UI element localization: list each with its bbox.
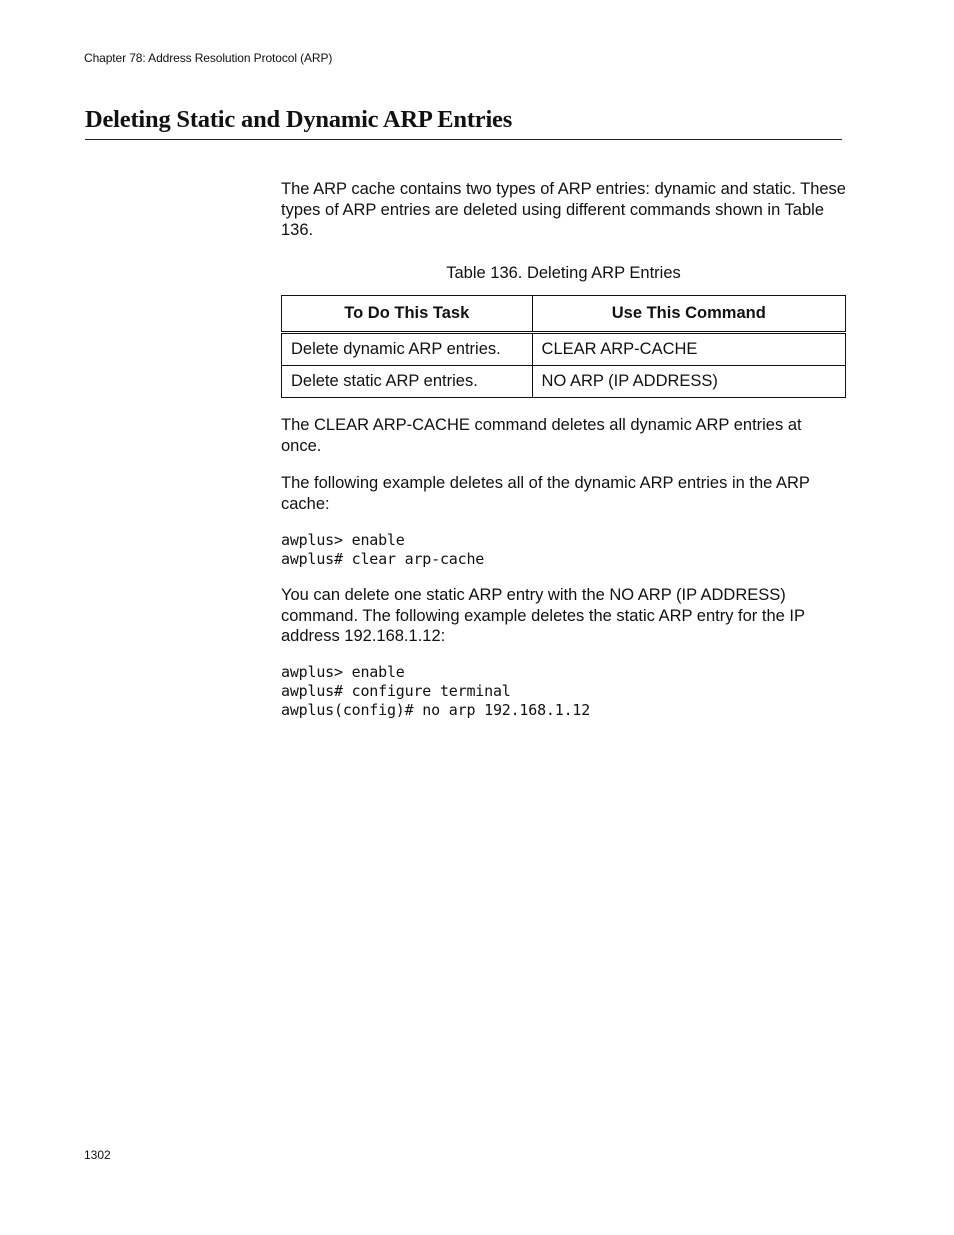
code-line: awplus> enable <box>281 531 405 549</box>
example-dynamic-paragraph-block <box>281 473 846 514</box>
page-number: 1302 <box>84 1148 111 1162</box>
table-caption: Table 136. Deleting ARP Entries <box>446 264 681 282</box>
table-cell-command: CLEAR ARP-CACHE <box>532 333 845 366</box>
table-cell-task: Delete static ARP entries. <box>282 366 533 398</box>
static-entry-paragraph-block <box>281 585 846 647</box>
column-header-task: To Do This Task <box>282 296 533 333</box>
table-header-row <box>282 296 846 333</box>
arp-deletion-table <box>281 295 846 398</box>
title-divider <box>85 139 842 140</box>
table-row <box>282 366 846 398</box>
section-title: Deleting Static and Dynamic ARP Entries <box>85 106 513 133</box>
code-line: awplus# configure terminal <box>281 682 511 700</box>
static-entry-paragraph: You can delete one static ARP entry with the NO ARP (IP ADDRESS) command. The following example deletes the static ARP entry for the IP address 192.168.1.12: <box>281 586 805 645</box>
intro-paragraph: The ARP cache contains two types of ARP entries: dynamic and static. These types of ARP entries are deleted using different commands shown in Table 136. <box>281 180 846 239</box>
example-dynamic-paragraph: The following example deletes all of the dynamic ARP entries in the ARP cache: <box>281 474 810 513</box>
code-block-clear-cache <box>281 531 846 569</box>
code-line: awplus(config)# no arp 192.168.1.12 <box>281 701 591 719</box>
code-line: awplus> enable <box>281 663 405 681</box>
intro-paragraph-block <box>281 179 846 241</box>
clear-cache-paragraph-block <box>281 415 846 456</box>
table-cell-command: NO ARP (IP ADDRESS) <box>532 366 845 398</box>
clear-cache-paragraph: The CLEAR ARP-CACHE command deletes all dynamic ARP entries at once. <box>281 416 802 455</box>
code-line: awplus# clear arp-cache <box>281 550 485 568</box>
table-row <box>282 333 846 366</box>
running-header: Chapter 78: Address Resolution Protocol (ARP) <box>84 51 333 65</box>
column-header-command: Use This Command <box>532 296 845 333</box>
table-cell-task: Delete dynamic ARP entries. <box>282 333 533 366</box>
code-block-no-arp <box>281 663 846 720</box>
